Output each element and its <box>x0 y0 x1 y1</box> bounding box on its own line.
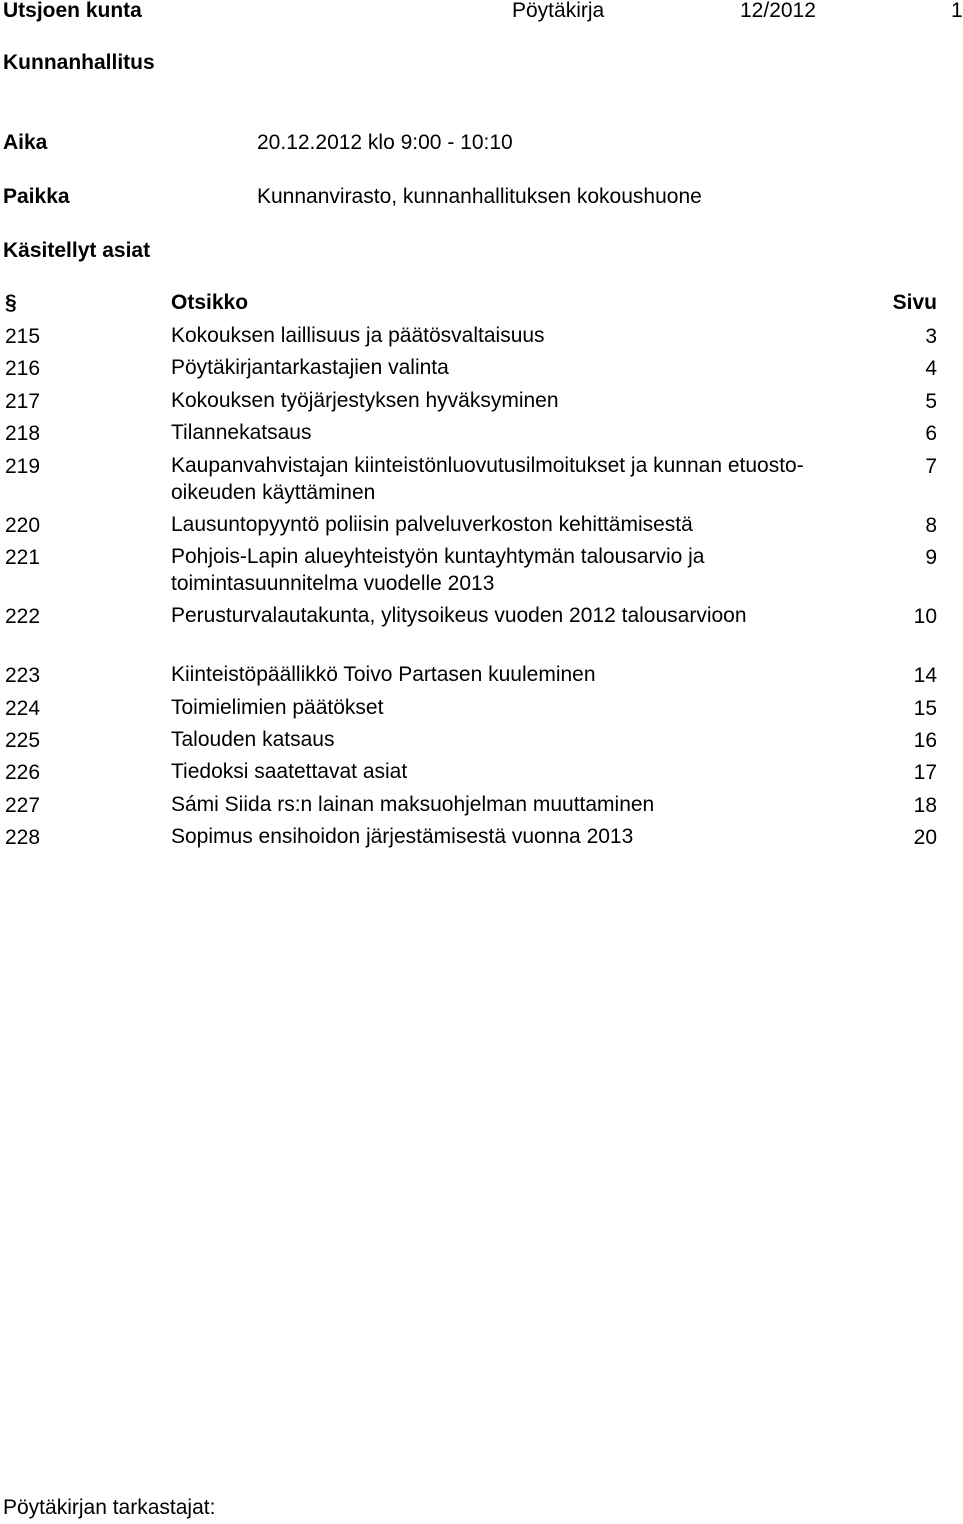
agenda-item-page: 20 <box>913 826 937 849</box>
agenda-item-title: Perusturvalautakunta, ylitysoikeus vuoden 2012 talousarvioon <box>171 604 747 627</box>
time-value: 20.12.2012 klo 9:00 - 10:10 <box>257 131 513 154</box>
page-column-header: Sivu <box>892 291 937 314</box>
agenda-item-title: Toimielimien päätökset <box>171 696 384 719</box>
agenda-item-page: 9 <box>925 546 937 569</box>
reviewers-label: Pöytäkirjan tarkastajat: <box>3 1496 216 1519</box>
agenda-item-title: Sámi Siida rs:n lainan maksuohjelman muuttaminen <box>171 793 655 816</box>
municipality-name: Utsjoen kunta <box>3 0 142 22</box>
agenda-item-title: Pöytäkirjantarkastajien valinta <box>171 356 449 379</box>
agenda-item-title: Sopimus ensihoidon järjestämisestä vuonna 2013 <box>171 825 634 848</box>
agenda-item-number: 220 <box>5 514 41 537</box>
agenda-item-page: 17 <box>913 761 937 784</box>
agenda-item-number: 224 <box>5 697 41 720</box>
document-type: Pöytäkirja <box>512 0 605 22</box>
agenda-item-number: 217 <box>5 390 41 413</box>
section-symbol-header: § <box>5 291 17 314</box>
agenda-item-number: 219 <box>5 455 41 478</box>
agenda-item-page: 3 <box>925 325 937 348</box>
agenda-item-page: 5 <box>925 390 937 413</box>
agenda-item-page: 6 <box>925 422 937 445</box>
agenda-item-title: Talouden katsaus <box>171 728 335 751</box>
agenda-heading: Käsitellyt asiat <box>3 239 151 262</box>
agenda-item-page: 7 <box>925 455 937 478</box>
agenda-item-title: Tilannekatsaus <box>171 421 312 444</box>
document-number: 12/2012 <box>740 0 816 22</box>
agenda-item-title: Kaupanvahvistajan kiinteistönluovutusilmoitukset ja kunnan etuosto-oikeuden käyttäminen <box>171 454 804 504</box>
agenda-item-number: 222 <box>5 605 41 628</box>
agenda-item-page: 16 <box>913 729 937 752</box>
agenda-item-page: 14 <box>913 664 937 687</box>
agenda-item-number: 218 <box>5 422 41 445</box>
agenda-item-number: 216 <box>5 357 41 380</box>
agenda-item-title: Kokouksen työjärjestyksen hyväksyminen <box>171 389 559 412</box>
body-name: Kunnanhallitus <box>3 51 155 74</box>
agenda-item-number: 215 <box>5 325 41 348</box>
agenda-item-number: 227 <box>5 794 41 817</box>
agenda-item-number: 226 <box>5 761 41 784</box>
page-number: 1 <box>951 0 963 22</box>
place-label: Paikka <box>3 185 70 208</box>
agenda-item-number: 221 <box>5 546 41 569</box>
agenda-item-page: 8 <box>925 514 937 537</box>
agenda-item-page: 15 <box>913 697 937 720</box>
time-label: Aika <box>3 131 48 154</box>
agenda-item-title: Lausuntopyyntö poliisin palveluverkoston kehittämisestä <box>171 513 693 536</box>
agenda-item-title: Kiinteistöpäällikkö Toivo Partasen kuuleminen <box>171 663 596 686</box>
agenda-item-page: 10 <box>913 605 937 628</box>
agenda-item-number: 228 <box>5 826 41 849</box>
agenda-item-page: 18 <box>913 794 937 817</box>
place-value: Kunnanvirasto, kunnanhallituksen kokoushuone <box>257 185 702 208</box>
agenda-item-page: 4 <box>925 357 937 380</box>
agenda-item-number: 223 <box>5 664 41 687</box>
agenda-item-number: 225 <box>5 729 41 752</box>
agenda-item-title: Tiedoksi saatettavat asiat <box>171 760 408 783</box>
agenda-item-title: Kokouksen laillisuus ja päätösvaltaisuus <box>171 324 545 347</box>
agenda-item-title: Pohjois-Lapin alueyhteistyön kuntayhtymän talousarvio ja toimintasuunnitelma vuodelle 2013 <box>171 545 705 595</box>
title-column-header: Otsikko <box>171 291 249 314</box>
